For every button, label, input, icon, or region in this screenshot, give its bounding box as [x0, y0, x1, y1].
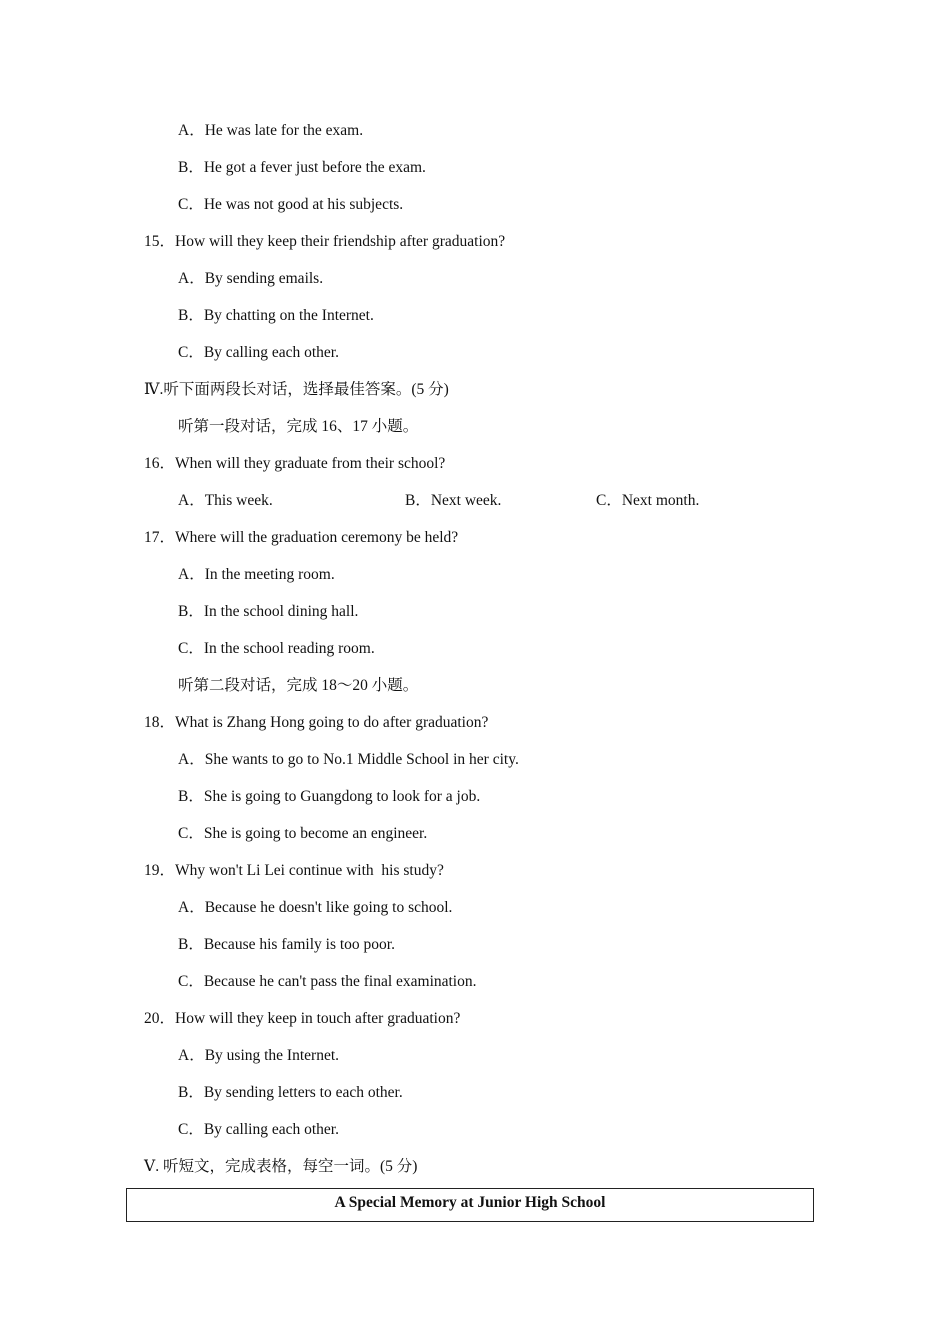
q19-stem: 19．Why won't Li Lei continue with his study?: [144, 862, 444, 879]
q18-option-b: B．She is going to Guangdong to look for a job.: [178, 788, 481, 805]
q15-option-c: C．By calling each other.: [178, 344, 339, 361]
q14-option-a: A．He was late for the exam.: [178, 122, 364, 139]
memory-table: [126, 1188, 814, 1222]
table-title: A Special Memory at Junior High School: [334, 1194, 606, 1211]
q19-option-a: A．Because he doesn't like going to school.: [178, 899, 453, 916]
q17-option-b: B．In the school dining hall.: [178, 603, 359, 620]
q16-option-a: A．This week.: [178, 492, 273, 509]
q19-option-b: B．Because his family is too poor.: [178, 936, 395, 953]
q19-option-c: C．Because he can't pass the final examination.: [178, 973, 477, 990]
q17-option-c: C．In the school reading room.: [178, 640, 375, 657]
q18-option-c: C．She is going to become an engineer.: [178, 825, 428, 842]
section4-part1-intro: 听第一段对话，完成 16、17 小题。: [178, 418, 419, 435]
q18-stem: 18．What is Zhang Hong going to do after graduation?: [144, 714, 489, 731]
q20-stem: 20．How will they keep in touch after graduation?: [144, 1010, 461, 1027]
q16-stem: 16．When will they graduate from their school?: [144, 455, 446, 472]
q15-option-a: A．By sending emails.: [178, 270, 324, 287]
section4-part2-intro: 听第二段对话，完成 18～20 小题。: [178, 677, 419, 694]
section5-heading: Ⅴ. 听短文，完成表格，每空一词。(5 分): [144, 1158, 418, 1175]
q17-stem: 17．Where will the graduation ceremony be held?: [144, 529, 459, 546]
q14-option-b: B．He got a fever just before the exam.: [178, 159, 426, 176]
q16-option-b: B．Next week.: [405, 492, 502, 509]
q15-option-b: B．By chatting on the Internet.: [178, 307, 374, 324]
q20-option-c: C．By calling each other.: [178, 1121, 339, 1138]
q15-stem: 15．How will they keep their friendship after graduation?: [144, 233, 506, 250]
q14-option-c: C．He was not good at his subjects.: [178, 196, 404, 213]
q20-option-b: B．By sending letters to each other.: [178, 1084, 403, 1101]
q18-option-a: A．She wants to go to No.1 Middle School in her city.: [178, 751, 519, 768]
section4-heading: Ⅳ.听下面两段长对话，选择最佳答案。(5 分): [144, 381, 449, 398]
q16-option-c: C．Next month.: [596, 492, 700, 509]
q20-option-a: A．By using the Internet.: [178, 1047, 340, 1064]
q17-option-a: A．In the meeting room.: [178, 566, 335, 583]
